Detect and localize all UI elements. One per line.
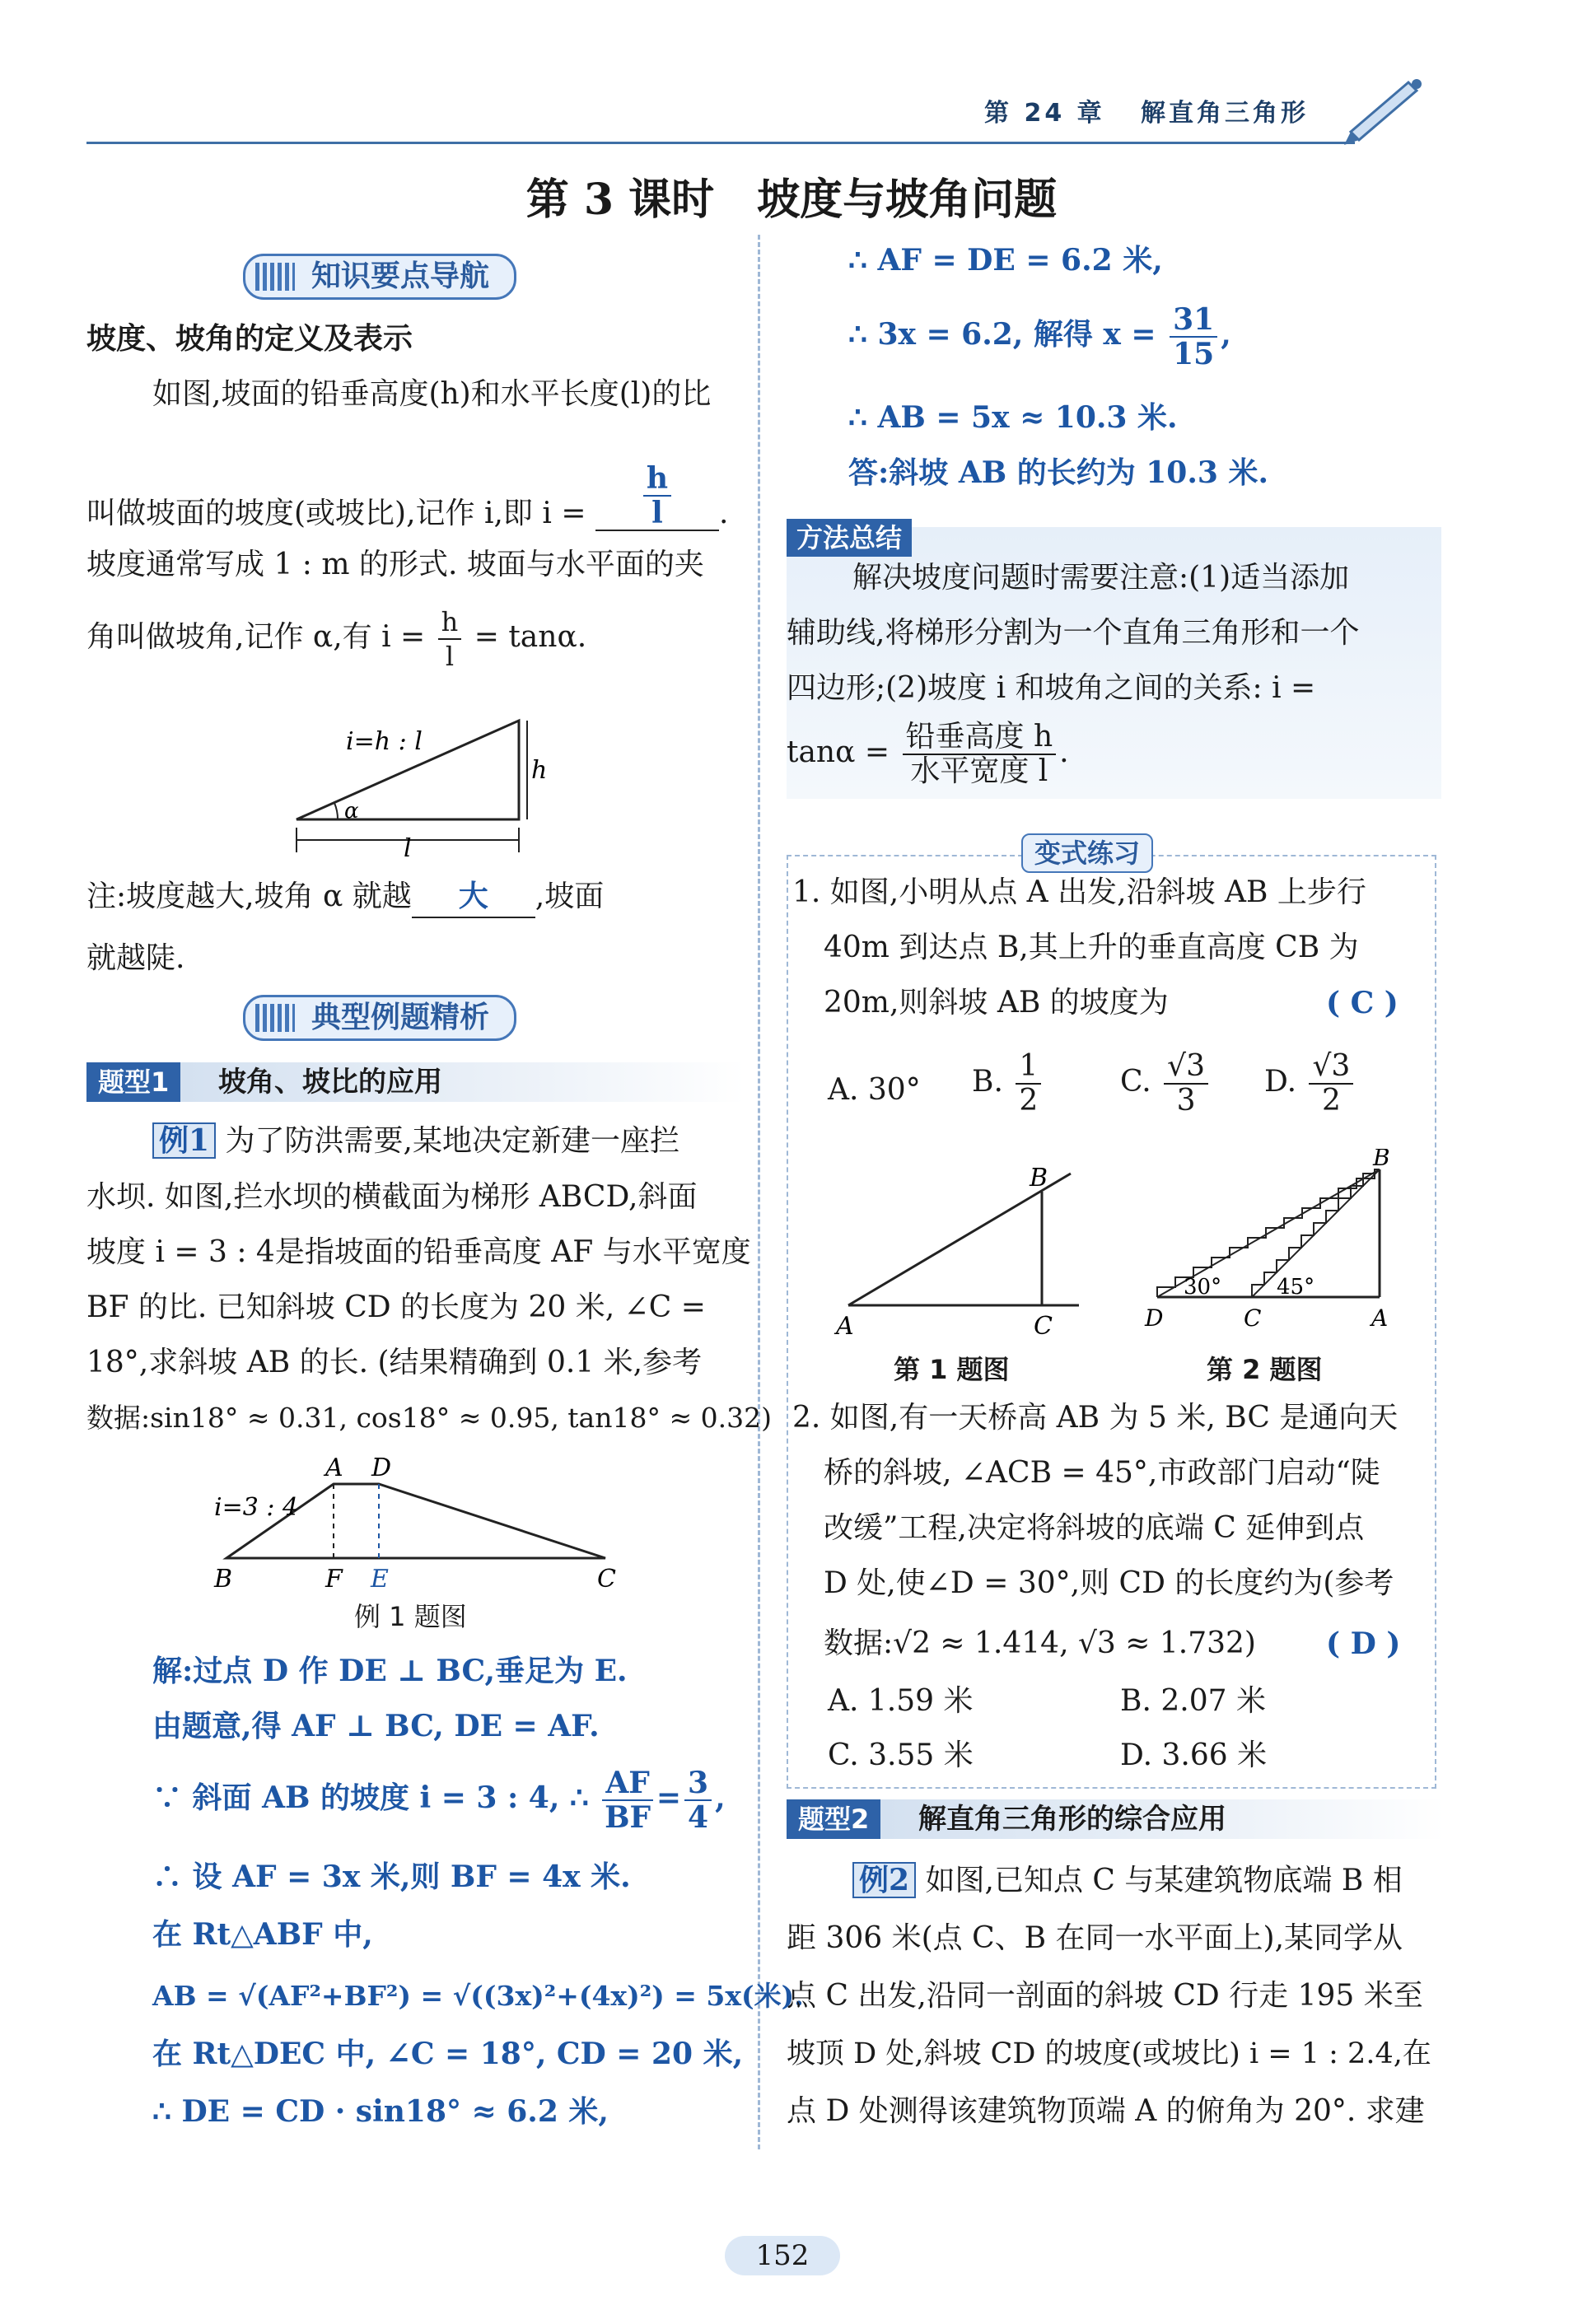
af-bf-fraction — [602, 1766, 653, 1834]
q2-option-a: A. 1.59 米 — [828, 1684, 974, 1718]
note-line-2: 就越陡. — [86, 941, 185, 975]
method-num: 铅垂高度 h — [903, 721, 1057, 755]
q1-caption: 第 1 题图 — [894, 1354, 1010, 1385]
stripe-icon — [255, 263, 295, 291]
method-summary-tag: 方法总结 — [787, 519, 912, 557]
solution-line-7: 在 Rt△DEC 中, ∠C = 18°, CD = 20 米, — [152, 2037, 744, 2071]
ex1-label-B: B — [214, 1565, 233, 1591]
type1-tag: 题型1 — [86, 1062, 180, 1102]
blank-num: h — [643, 462, 671, 497]
q1-option-b — [972, 1050, 1044, 1118]
chapter-number: 第 24 章 — [984, 99, 1105, 128]
q1-option-c-fraction — [1164, 1050, 1208, 1118]
ex1-label-C: C — [597, 1565, 616, 1591]
blank-fraction — [643, 462, 671, 530]
section-knowledge-badge — [243, 254, 516, 300]
q1-option-d-fraction — [1309, 1050, 1353, 1118]
solution-line-2: 由题意,得 AF ⊥ BC, DE = AF. — [152, 1709, 600, 1743]
right-line-3: ∴ AB = 5x ≈ 10.3 米. — [848, 400, 1178, 435]
q2-option-b: B. 2.07 米 — [1120, 1684, 1266, 1718]
q1c-num: √3 — [1164, 1050, 1208, 1085]
q2-answer: ( D ) — [1326, 1626, 1401, 1661]
pen-decoration-icon — [1334, 66, 1433, 148]
fig-label-h: h — [531, 756, 548, 785]
ex1-trapezoid-figure — [210, 1451, 638, 1591]
type1-bar — [86, 1062, 745, 1102]
q1-option-c-label: C. — [1120, 1065, 1151, 1099]
q1d-num: √3 — [1309, 1050, 1353, 1085]
method-fraction — [903, 721, 1057, 788]
x-fraction — [1170, 303, 1217, 371]
q1-line-2: 40m 到达点 B,其上升的垂直高度 CB 为 — [824, 931, 1359, 964]
q2-label-45deg: 45° — [1277, 1275, 1315, 1300]
type2-bar — [787, 1799, 1445, 1839]
q2-line-5: 数据:√2 ≈ 1.414, √3 ≈ 1.732) — [824, 1626, 1256, 1660]
definition-line-2-text: 叫做坡面的坡度(或坡比),记作 i,即 i = — [86, 497, 586, 530]
method-den: 水平宽度 l — [910, 754, 1048, 788]
bf-den: BF — [605, 1800, 651, 1835]
ex1-label-i: i=3 : 4 — [214, 1493, 299, 1522]
definition-line-1: 如图,坡面的铅垂高度(h)和水平长度(l)的比 — [152, 377, 712, 411]
q1d-den: 2 — [1321, 1084, 1341, 1118]
method-line-3: 四边形;(2)坡度 i 和坡角之间的关系: i = — [787, 671, 1316, 705]
q1-option-a: A. 30° — [828, 1073, 921, 1107]
ex2-line-3: 点 C 出发,沿同一剖面的斜坡 CD 行走 195 米至 — [787, 1979, 1423, 2013]
solution-line-5: 在 Rt△ABF 中, — [152, 1917, 373, 1952]
solution-line-1: 解:过点 D 作 DE ⊥ BC,垂足为 E. — [152, 1654, 628, 1688]
type1-title: 坡角、坡比的应用 — [218, 1066, 442, 1099]
stripe-icon — [255, 1004, 295, 1032]
ex2-line-1 — [852, 1861, 1403, 1901]
q2-staircase-figure — [1141, 1149, 1404, 1346]
q2-label-C: C — [1244, 1304, 1262, 1332]
ex1-label-D: D — [371, 1454, 392, 1482]
ex1-line-4: BF 的比. 已知斜坡 CD 的长度为 20 米, ∠C = — [86, 1290, 706, 1324]
three-four-fraction — [684, 1766, 712, 1834]
definition-line-4-text: 角叫做坡角,记作 α,有 i = — [86, 620, 426, 654]
ex1-line-6: 数据:sin18° ≈ 0.31, cos18° ≈ 0.95, tan18° ≈ 0.32) — [86, 1402, 772, 1434]
right-line-2: ∴ 3x = 6.2, 解得 x = $\frac{31}{15}$ , — [848, 302, 1231, 371]
ex1-caption: 例 1 题图 — [354, 1601, 467, 1632]
q2-label-B: B — [1373, 1149, 1390, 1171]
column-divider — [758, 235, 760, 2149]
slope-definition-figure — [280, 704, 552, 861]
chapter-header — [984, 92, 1309, 128]
header-rule — [86, 142, 1355, 144]
q1c-den: 3 — [1176, 1084, 1196, 1118]
q2-label-30deg: 30° — [1184, 1275, 1222, 1300]
chapter-title: 解直角三角形 — [1140, 99, 1309, 128]
solution-line-3-text: ∵ 斜面 AB 的坡度 i = 3 : 4, ∴ — [152, 1780, 589, 1815]
x-num: 31 — [1170, 303, 1217, 338]
q2-label-D: D — [1145, 1304, 1164, 1332]
answer-line: 答:斜坡 AB 的长约为 10.3 米. — [848, 455, 1268, 490]
ex2-line-2: 距 306 米(点 C、B 在同一水平面上),某同学从 — [787, 1921, 1403, 1955]
note-line-1 — [86, 877, 604, 918]
method-line-1: 解决坡度问题时需要注意:(1)适当添加 — [852, 561, 1350, 595]
subheading: 坡度、坡角的定义及表示 — [86, 322, 413, 356]
definition-line-4 — [86, 605, 586, 673]
q1b-num: 1 — [1016, 1050, 1041, 1085]
q2-line-2: 桥的斜坡, ∠ACB = 45°,市政部门启动“陡 — [824, 1456, 1380, 1490]
fig-label-alpha: α — [344, 799, 359, 824]
type2-tag: 题型2 — [787, 1799, 880, 1839]
method-line-4-text: tanα = — [787, 735, 890, 769]
fig-label-i: i=h : l — [346, 727, 423, 756]
section-examples-badge — [243, 995, 516, 1041]
ex1-line-1-text: 为了防洪需要,某地决定新建一座拦 — [225, 1124, 679, 1158]
ex1-line-1 — [152, 1122, 679, 1161]
definition-line-3: 坡度通常写成 1 : m 的形式. 坡面与水平面的夹 — [86, 548, 704, 581]
q1-answer: ( C ) — [1326, 986, 1399, 1020]
variant-practice-tag: 变式练习 — [1021, 833, 1153, 873]
ex2-line-4: 坡顶 D 处,斜坡 CD 的坡度(或坡比) i = 1 : 2.4,在 — [787, 2037, 1431, 2070]
fig-label-l: l — [404, 834, 412, 861]
solution-line-8: ∴ DE = CD · sin18° ≈ 6.2 米, — [152, 2094, 609, 2129]
ex2-line-5: 点 D 处测得该建筑物顶端 A 的俯角为 20°. 求建 — [787, 2094, 1425, 2128]
definition-line-2: 叫做坡面的坡度(或坡比),记作 i,即 i = $\frac{h}{l}$ . — [86, 461, 729, 530]
q2-option-c: C. 3.55 米 — [828, 1738, 974, 1772]
section-knowledge-label: 知识要点导航 — [311, 259, 490, 293]
ex1-label-F: F — [325, 1565, 343, 1591]
q1-option-d — [1264, 1050, 1357, 1118]
q1-figure — [832, 1157, 1095, 1346]
ex1-tag: 例1 — [152, 1122, 216, 1159]
ex1-line-3: 坡度 i = 3 : 4是指坡面的铅垂高度 AF 与水平宽度 — [86, 1235, 751, 1269]
note-text-tail: ,坡面 — [535, 880, 605, 913]
solution-line-6: AB = √(AF²+BF²) = √((3x)²+(4x)²) = 5x(米). — [152, 1980, 804, 2012]
right-line-1: ∴ AF = DE = 6.2 米, — [848, 243, 1163, 278]
x-den: 15 — [1173, 337, 1215, 371]
q1-line-3: 20m,则斜坡 AB 的坡度为 — [824, 986, 1169, 1020]
q1-line-1: 1. 如图,小明从点 A 出发,沿斜坡 AB 上步行 — [792, 875, 1366, 909]
q1-label-A: A — [836, 1312, 854, 1341]
right-line-2-text: ∴ 3x = 6.2, 解得 x = — [848, 317, 1156, 352]
q1-option-c — [1120, 1050, 1212, 1118]
q1-label-B: B — [1030, 1164, 1048, 1192]
q1-option-d-label: D. — [1264, 1065, 1297, 1099]
af-num: AF — [602, 1766, 653, 1801]
ex1-label-A: A — [325, 1454, 343, 1482]
page-number: 152 — [725, 2236, 840, 2275]
definition-line-4-tail: = tanα. — [474, 620, 587, 654]
page-title: 第 3 课时 坡度与坡角问题 — [525, 175, 1058, 225]
section-examples-label: 典型例题精析 — [311, 1001, 490, 1034]
q2-line-1: 2. 如图,有一天桥高 AB 为 5 米, BC 是通向天 — [792, 1401, 1399, 1435]
definition-blank — [595, 462, 719, 531]
frac-num: h — [438, 605, 462, 640]
ex1-line-2: 水坝. 如图,拦水坝的横截面为梯形 ABCD,斜面 — [86, 1180, 698, 1214]
h-over-l-fraction — [438, 605, 462, 673]
q1-label-C: C — [1034, 1312, 1053, 1341]
four-den: 4 — [688, 1800, 709, 1835]
solution-line-4: ∴ 设 AF = 3x 米,则 BF = 4x 米. — [152, 1860, 631, 1894]
q1-option-b-fraction — [1016, 1050, 1041, 1118]
q1-option-b-label: B. — [972, 1065, 1003, 1099]
q2-option-d: D. 3.66 米 — [1120, 1738, 1268, 1772]
three-num: 3 — [684, 1766, 712, 1801]
ex1-line-5: 18°,求斜坡 AB 的长. (结果精确到 0.1 米,参考 — [86, 1346, 703, 1379]
q2-caption: 第 2 题图 — [1207, 1354, 1323, 1385]
q1b-den: 2 — [1019, 1084, 1039, 1118]
note-text: 注:坡度越大,坡角 α 就越 — [86, 880, 412, 913]
method-line-2: 辅助线,将梯形分割为一个直角三角形和一个 — [787, 616, 1360, 650]
frac-den: l — [445, 641, 455, 672]
solution-line-3: ∵ 斜面 AB 的坡度 i = 3 : 4, ∴ $\frac{AF}{BF}$ = $\frac{3}{4}$ , — [152, 1766, 726, 1835]
type2-title: 解直角三角形的综合应用 — [918, 1803, 1226, 1836]
ex2-tag: 例2 — [852, 1862, 916, 1898]
q2-line-3: 改缓”工程,决定将斜坡的底端 C 延伸到点 — [824, 1511, 1365, 1545]
q2-label-A: A — [1371, 1304, 1389, 1332]
note-blank: 大 — [412, 877, 535, 918]
ex1-label-E: E — [371, 1565, 389, 1591]
method-line-4: tanα = $\frac{\text{铅垂高度 h}}{\text{水平宽度 l}}$ . — [787, 720, 1069, 788]
ex2-line-1-text: 如图,已知点 C 与某建筑物底端 B 相 — [925, 1864, 1403, 1897]
q2-line-4: D 处,使∠D = 30°,则 CD 的长度约为(参考 — [824, 1566, 1394, 1600]
blank-den: l — [651, 496, 663, 530]
